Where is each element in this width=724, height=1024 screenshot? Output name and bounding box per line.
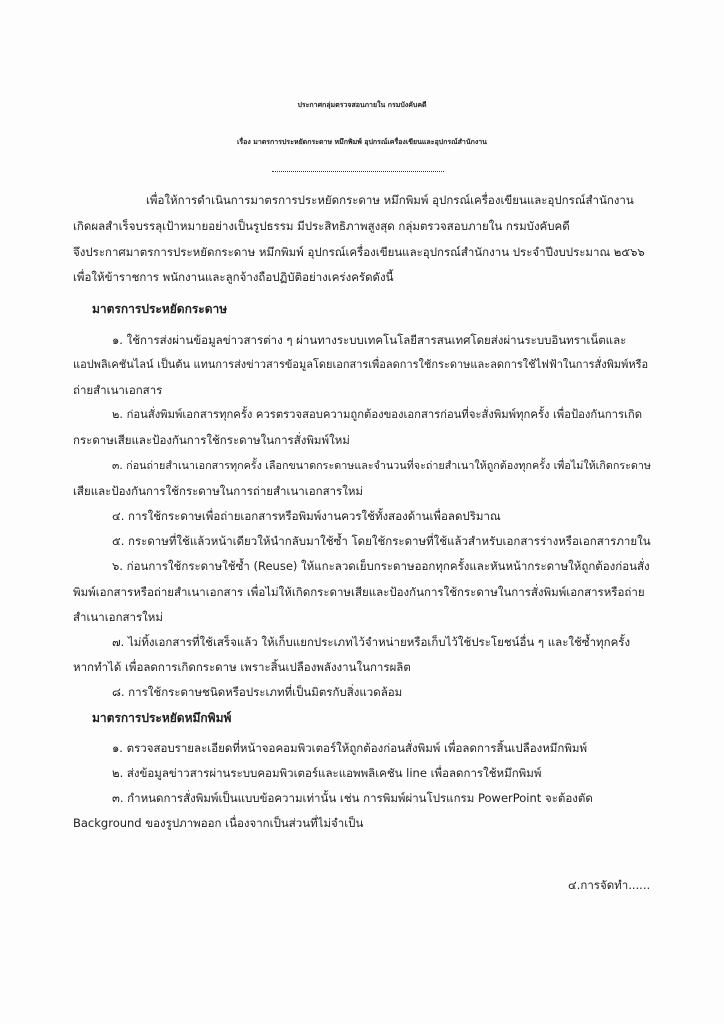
paper-item-4: ๔. การใช้กระดาษเพื่อถ่ายเอกสารหรือพิมพ์งานควรใช้ทั้งสองด้านเพื่อลดปริมาณ (112, 509, 501, 523)
ink-item-3: ๓. กำหนดการสั่งพิมพ์เป็นแบบข้อความเท่านั้น เช่น การพิมพ์ผ่านโปรแกรม PowerPoint จะต้องตัด (112, 791, 593, 805)
intro-line: เพื่อให้ข้าราชการ พนักงานและลูกจ้างถือปฏิบัติอย่างเคร่งครัดดังนี้ (73, 270, 394, 284)
intro-line: เกิดผลสำเร็จบรรลุเป้าหมายอย่างเป็นรูปธรรม มีประสิทธิภาพสูงสุด กลุ่มตรวจสอบภายใน กรมบังคับคดี (73, 219, 570, 233)
section-heading-ink: มาตรการประหยัดหมึกพิมพ์ (92, 711, 232, 725)
document-title: ประกาศกลุ่มตรวจสอบภายใน กรมบังคับคดี (297, 101, 427, 109)
paper-item-7-cont: หากทำได้ เพื่อลดการเกิดกระดาษ เพราะสิ้นเปลืองพลังงานในการผลิต (73, 660, 411, 674)
paper-item-1-cont: แอปพลิเคชันไลน์ เป็นต้น แทนการส่งข่าวสารข้อมูลโดยเอกสารเพื่อลดการใช้กระดาษและลดการใช้ไฟฟ้าในการสั่งพิมพ์หรือ (73, 358, 649, 371)
intro-line: เพื่อให้การดำเนินการมาตรการประหยัดกระดาษ หมึกพิมพ์ อุปกรณ์เครื่องเขียนและอุปกรณ์สำนักงาน (146, 193, 634, 207)
ink-item-3-cont: Background ของรูปภาพออก เนื่องจากเป็นส่วนที่ไม่จำเป็น (73, 816, 364, 830)
ink-item-2: ๒. ส่งข้อมูลข่าวสารผ่านระบบคอมพิวเตอร์และแอพพลิเคชัน line เพื่อลดการใช้หมึกพิมพ์ (112, 766, 542, 780)
section-heading-paper: มาตรการประหยัดกระดาษ (92, 302, 228, 316)
page-continuation: ๔.การจัดทำ...... (568, 878, 651, 892)
paper-item-7: ๗. ไม่ทิ้งเอกสารที่ใช้เสร็จแล้ว ให้เก็บแยกประเภทไว้จำหน่ายหรือเก็บไว้ใช้ประโยชน์อื่น ๆ และใช้ซ้ำทุกครั้ง (112, 635, 631, 649)
paper-item-6-cont: พิมพ์เอกสารหรือถ่ายสำเนาเอกสาร เพื่อไม่ให้เกิดกระดาษเสียและป้องกันการใช้กระดาษในการสั่งพิมพ์เอกสารหรือถ่าย (73, 585, 645, 599)
paper-item-2-cont: กระดาษเสียและป้องกันการใช้กระดาษในการสั่งพิมพ์ใหม่ (73, 433, 350, 447)
paper-item-5: ๕. กระดาษที่ใช้แล้วหน้าเดียวให้นำกลับมาใช้ซ้ำ โดยใช้กระดาษที่ใช้แล้วสำหรับเอกสารร่างหรือเอกสารภายใน (112, 534, 651, 548)
ink-item-1: ๑. ตรวจสอบรายละเอียดที่หน้าจอคอมพิวเตอร์ให้ถูกต้องก่อนสั่งพิมพ์ เพื่อลดการสิ้นเปลืองหมึกพิมพ์ (112, 741, 588, 755)
paper-item-6-cont: สำเนาเอกสารใหม่ (73, 610, 163, 624)
paper-item-1: ๑. ใช้การส่งผ่านข้อมูลข่าวสารต่าง ๆ ผ่านทางระบบเทคโนโลยีสารสนเทศโดยส่งผ่านระบบอินทราเน็ตและ (112, 333, 627, 347)
paper-item-2: ๒. ก่อนสั่งพิมพ์เอกสารทุกครั้ง ควรตรวจสอบความถูกต้องของเอกสารก่อนที่จะสั่งพิมพ์ทุกครั้ง เพื่อป้องกันการเกิด (112, 408, 643, 421)
paper-item-1-cont: ถ่ายสำเนาเอกสาร (73, 383, 163, 397)
paper-item-3: ๓. ก่อนถ่ายสำเนาเอกสารทุกครั้ง เลือกขนาดกระดาษและจำนวนที่จะถ่ายสำเนาให้ถูกต้องทุกครั้ง เพื่อไม่ให้เกิดกระดาษ (112, 459, 651, 472)
dotted-separator (272, 171, 444, 172)
paper-item-3-cont: เสียและป้องกันการใช้กระดาษในการถ่ายสำเนาเอกสารใหม่ (73, 484, 363, 498)
document-subject: เรื่อง มาตรการประหยัดกระดาษ หมึกพิมพ์ อุปกรณ์เครื่องเขียนและอุปกรณ์สำนักงาน (237, 138, 487, 146)
paper-item-6: ๖. ก่อนการใช้กระดาษใช้ซ้ำ (Reuse) ให้แกะลวดเย็บกระดาษออกทุกครั้งและหันหน้ากระดาษให้ถูกต้องก่อนสั่ง (112, 559, 650, 573)
intro-line: จึงประกาศมาตรการประหยัดกระดาษ หมึกพิมพ์ อุปกรณ์เครื่องเขียนและอุปกรณ์สำนักงาน ประจำปีงบประมาณ ๒๕๖๖ (73, 245, 645, 259)
paper-item-8: ๘. การใช้กระดาษชนิดหรือประเภทที่เป็นมิตรกับสิ่งแวดล้อม (112, 685, 403, 699)
